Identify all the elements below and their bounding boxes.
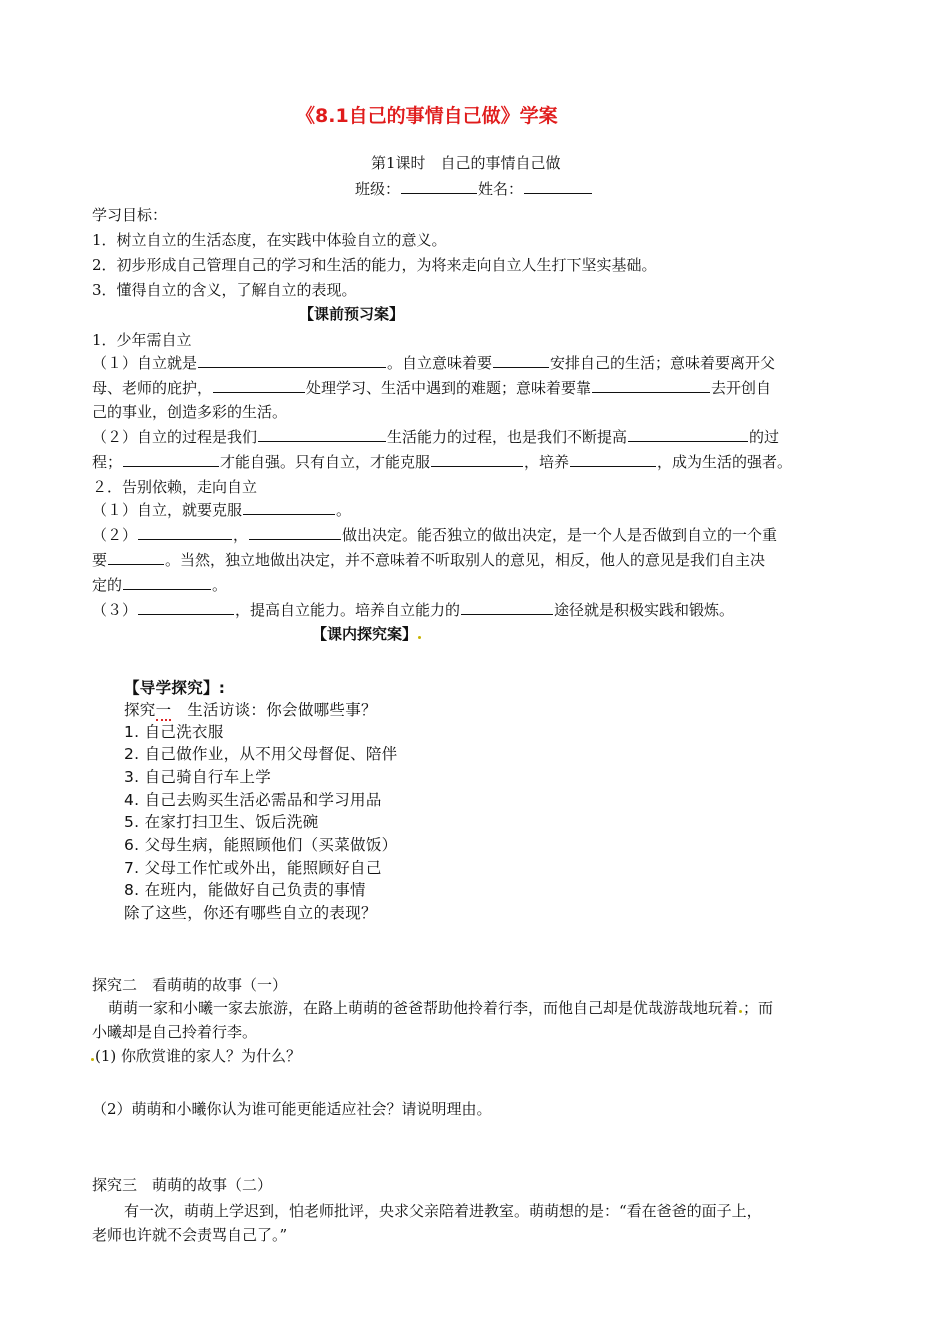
inquiry2-question-1: (1) 你欣赏谁的家人？为什么？ [90,1044,301,1068]
guide-item: 8. 在班内，能做好自己负责的事情 [124,881,366,899]
blank[interactable] [461,599,553,615]
class-label: 班级： [355,180,401,198]
blank[interactable] [213,377,305,393]
blank[interactable] [258,426,386,442]
goals-heading: 学习目标： [92,206,168,224]
paragraph-2-line-1: （２）自立的过程是我们 生活能力的过程，也是我们不断提高 的过 [92,428,780,446]
lesson-title: 第1课时 自己的事情自己做 [371,154,561,172]
blank[interactable] [123,451,219,467]
inclass-heading: 【课内探究案】 [312,623,422,644]
inquiry2-question-2: （2）萌萌和小曦你认为谁可能更能适应社会？请说明理由。 [92,1100,492,1118]
question-2-line-3: 定的 。 [92,576,228,594]
blank[interactable] [108,549,164,565]
student-info [355,178,593,199]
inquiry3-heading: 探究三 萌萌的故事（二） [92,1176,273,1194]
guide-item: 4. 自己去购买生活必需品和学习用品 [124,791,382,809]
guide-item: 1. 自己洗衣服 [124,723,224,741]
blank[interactable] [570,451,656,467]
inquiry2-story-line-1: 萌萌一家和小曦一家去旅游，在路上萌萌的爸爸帮助他拎着行李，而他自己却是优哉游哉地玩着 ；而 [108,999,774,1017]
goal-item: 2．初步形成自己管理自己的学习和生活的能力，为将来走向自立人生打下坚实基础。 [92,256,657,274]
blank[interactable] [198,352,386,368]
blank[interactable] [123,574,211,590]
paragraph-1-line-1: （１）自立就是 。自立意味着要 安排自己的生活；意味着要离开父 [92,354,776,372]
blank[interactable] [138,599,234,615]
page-title: 《8.1自己的事情自己做》学案 [296,105,558,127]
guide-item: 7. 父母工作忙或外出，能照顾好自己 [124,859,382,877]
guide-item: 3. 自己骑自行车上学 [124,768,272,786]
inquiry3-story-line-1: 有一次，萌萌上学迟到，怕老师批评，央求父亲陪着进教室。萌萌想的是：“看在爸爸的面子上， [124,1202,762,1220]
blank[interactable] [493,352,549,368]
paragraph-1-line-3: 己的事业，创造多彩的生活。 [92,403,288,421]
blank[interactable] [138,524,232,540]
guide-heading: 【导学探究】: [124,679,226,697]
section-heading: ２．告别依赖，走向自立 [92,478,258,496]
mark-dot [91,1058,94,1061]
blank[interactable] [249,524,341,540]
name-field[interactable] [524,178,592,194]
name-label: 姓名： [478,180,524,198]
section-heading: 1．少年需自立 [92,331,192,349]
paragraph-1-line-2: 母、老师的庇护， 处理学习、生活中遇到的难题；意味着要靠 去开创自 [92,379,772,397]
mark-dot [418,636,421,639]
inquiry2-story-line-2: 小曦却是自己拎着行李。 [92,1023,258,1041]
question-3: （３） ，提高自立能力。培养自立能力的 途径就是积极实践和锻炼。 [92,601,735,619]
mark-dot [739,1010,742,1013]
inquiry3-story-line-2: 老师也许就不会责骂自己了。” [92,1226,288,1244]
blank[interactable] [243,499,335,515]
question-1: （１）自立，就要克服 。 [92,501,352,519]
blank[interactable] [628,426,748,442]
guide-item: 5. 在家打扫卫生、饭后洗碗 [124,813,319,831]
question-2-line-1: （２） ， 做出决定。能否独立的做出决定，是一个人是否做到自立的一个重 [92,526,778,544]
blank[interactable] [592,377,710,393]
inquiry2-heading: 探究二 看萌萌的故事（一） [92,976,288,994]
class-field[interactable] [401,178,477,194]
guide-item: 2. 自己做作业，从不用父母督促、陪伴 [124,745,398,763]
guide-intro: 探究一 生活访谈：你会做哪些事？ [124,701,377,719]
preview-heading: 【课前预习案】 [299,305,405,323]
paragraph-2-line-2: 程； 才能自强。只有自立，才能克服 ，培养 ，成为生活的强者。 [92,453,793,471]
question-2-line-2: 要 。当然，独立地做出决定，并不意味着不听取别人的意见，相反，他人的意见是我们自主决 [92,551,766,569]
goal-item: 1．树立自立的生活态度，在实践中体验自立的意义。 [92,231,447,249]
guide-item: 6. 父母生病，能照顾他们（买菜做饭） [124,836,398,854]
goal-item: 3．懂得自立的含义，了解自立的表现。 [92,281,357,299]
guide-outro: 除了这些，你还有哪些自立的表现？ [124,904,377,922]
blank[interactable] [431,451,523,467]
